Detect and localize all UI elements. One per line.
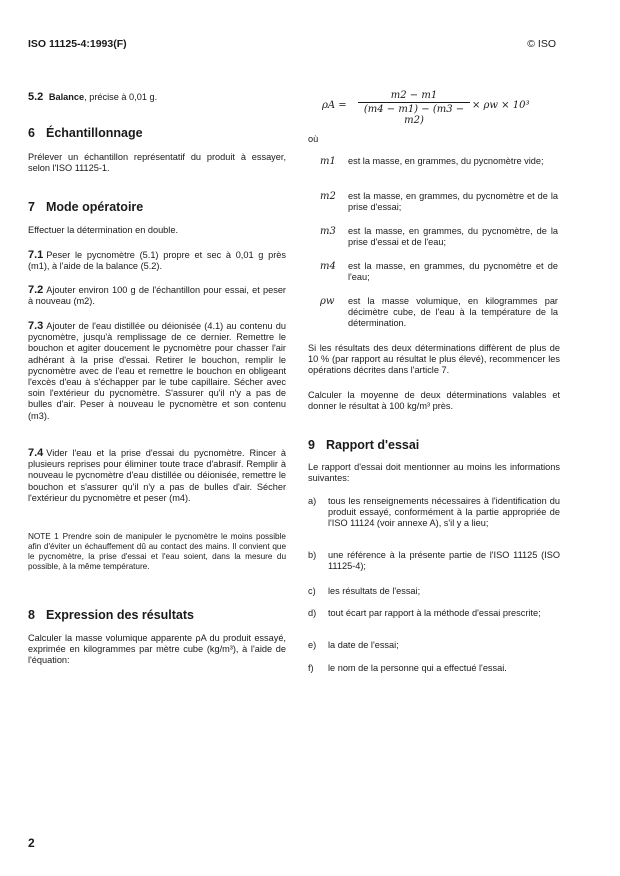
list-marker: e): [308, 640, 317, 650]
list-text: les résultats de l'essai;: [328, 586, 421, 596]
list-text: tout écart par rapport à la méthode d'essai prescrite;: [328, 608, 541, 618]
definition-symbol: m1: [320, 156, 336, 167]
section-8-heading: [28, 608, 194, 622]
repeat-paragraph: Si les résultats des deux déterminations diffèrent de plus de 10 % (par rapport au résultat le plus élevé), recommencer les opérations décrites dans l'article 7.: [308, 343, 560, 376]
page-number: 2: [28, 836, 35, 850]
definition-text: est la masse, en grammes, du pycnomètre vide;: [348, 156, 544, 166]
section-8-paragraph: Calculer la masse volumique apparente ρA du produit essayé, exprimée en kilogrammes par mètre cube (kg/m³), à l'aide de l'équation:: [28, 633, 286, 666]
section-7-intro: Effectuer la détermination en double.: [28, 225, 178, 235]
note-text: Prendre soin de manipuler le pycnomètre le moins possible afin d'éviter un échauffement dû au contact des mains. Il convient que le pycnomètre, la prise d'essai et l'eau soient, dans la mesure du possible, à la même température.: [28, 532, 286, 571]
clause-text: Peser le pycnomètre (5.1) propre et sec à 0,01 g près (m1), à l'aide de la balance (5.2).: [28, 250, 286, 272]
average-paragraph: Calculer la moyenne de deux déterminations valables et donner le résultat à 100 kg/m³ près.: [308, 390, 560, 412]
section-number: 8: [28, 608, 35, 622]
list-marker: b): [308, 550, 317, 560]
list-marker: d): [308, 608, 317, 618]
clause-number: 7.1: [28, 249, 44, 261]
list-text: la date de l'essai;: [328, 640, 399, 650]
note-label: NOTE 1: [28, 532, 59, 541]
section-number: 6: [28, 126, 35, 140]
clause-number: 7.4: [28, 447, 44, 459]
clause-7-4: [28, 448, 286, 504]
clause-number: 7.2: [28, 284, 44, 296]
clause-text: Vider l'eau et la prise d'essai du pycnomètre. Rincer à plusieurs reprises pour éliminer toute trace d'abrasif. Remplir à nouveau le pycnomètre d'eau distillée ou déionisée, remettre le bouchon et s'assurer qu'il n'y a pas de bulles d'air. Sécher l'extérieur du pycnomètre et peser (m4).: [28, 448, 286, 503]
section-6-heading: [28, 126, 143, 140]
clause-7-3: [28, 321, 286, 422]
section-title: Rapport d'essai: [326, 438, 420, 452]
list-text: tous les renseignements nécessaires à l'identification du produit essayé, conformément à la partie appropriée de l'ISO 11124 (voir annexe A), s'il y a lieu;: [328, 496, 560, 529]
definition-text: est la masse, en grammes, du pycnomètre et de la prise d'essai;: [348, 191, 558, 213]
list-marker: f): [308, 663, 314, 673]
clause-text: Ajouter environ 100 g de l'échantillon pour essai, et peser à nouveau (m2).: [28, 285, 286, 307]
definition-text: est la masse volumique, en kilogrammes par décimètre cube, de l'eau à la température de la détermination.: [348, 296, 558, 329]
clause-5-2: [28, 92, 286, 103]
section-number: 9: [308, 438, 315, 452]
where-label: où: [308, 134, 319, 144]
list-marker: c): [308, 586, 316, 596]
clause-7-2: [28, 285, 286, 307]
definition-text: est la masse, en grammes, du pycnomètre et de l'eau;: [348, 261, 558, 283]
section-title: Expression des résultats: [46, 608, 194, 622]
definition-symbol: m3: [320, 226, 336, 237]
definition-symbol: m2: [320, 191, 336, 202]
section-9-intro: Le rapport d'essai doit mentionner au moins les informations suivantes:: [308, 462, 560, 484]
section-title: Échantillonnage: [46, 126, 143, 140]
formula-rhs: × ρw × 10³: [472, 100, 530, 111]
definition-text: est la masse, en grammes, du pycnomètre, de la prise d'essai et de l'eau;: [348, 226, 558, 248]
formula-numerator: m2 − m1: [358, 90, 470, 103]
clause-title: Balance: [48, 92, 85, 102]
list-text: le nom de la personne qui a effectué l'essai.: [328, 663, 507, 673]
clause-text: Ajouter de l'eau distillée ou déionisée (4.1) au contenu du pycnomètre, jusqu'à remplissage de ce dernier. Remettre le bouchon et agiter doucement le pycnomètre pour chasser l'air adhérant à la prise d'essai. Retirer le bouchon, remplir le pycnomètre avec de l'eau et remettre le bouchon en obligeant l'excès d'eau à s'échapper par le tube capillaire. Sécher avec soin l'extérieur du pycnomètre. S'assurer qu'il n'y a pas de bulles d'air. Peser à nouveau le pycnomètre et son contenu (m3).: [28, 321, 286, 421]
formula-fraction: [358, 90, 470, 127]
clause-7-1: [28, 250, 286, 272]
density-formula: [322, 90, 552, 127]
clause-number: 7.3: [28, 320, 44, 332]
formula-denominator: (m4 − m1) − (m3 − m2): [363, 104, 465, 127]
definition-symbol: m4: [320, 261, 336, 272]
clause-text: , précise à 0,01 g.: [84, 92, 158, 102]
copyright-mark: © ISO: [527, 38, 556, 50]
section-6-paragraph: Prélever un échantillon représentatif du produit à essayer, selon l'ISO 11125-1.: [28, 152, 286, 174]
formula-lhs: ρA =: [322, 100, 347, 111]
document-id: ISO 11125-4:1993(F): [28, 38, 127, 50]
section-9-heading: [308, 438, 419, 452]
list-marker: a): [308, 496, 317, 506]
definition-symbol: ρw: [320, 296, 335, 307]
list-text: une référence à la présente partie de l'ISO 11125 (ISO 11125-4);: [328, 550, 560, 572]
note-1: [28, 532, 286, 572]
section-number: 7: [28, 200, 35, 214]
clause-number: 5.2: [28, 91, 44, 103]
section-7-heading: [28, 200, 143, 214]
section-title: Mode opératoire: [46, 200, 144, 214]
